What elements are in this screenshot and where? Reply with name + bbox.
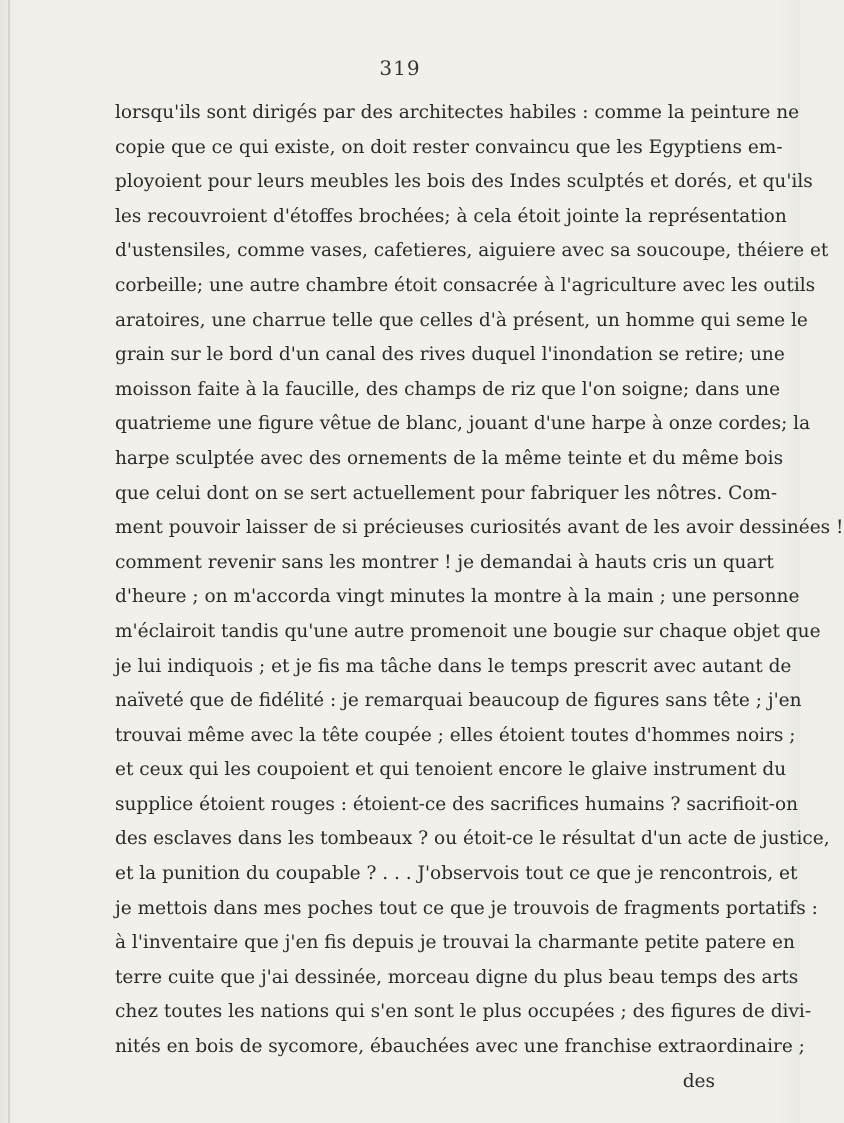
text-line: les recouvroient d'étoffes brochées; à cela étoit jointe la représentation [115,205,787,227]
text-line: moisson faite à la faucille, des champs de riz que l'on soigne; dans une [115,378,781,400]
text-line: je lui indiquois ; et je fis ma tâche dans le temps prescrit avec autant de [115,655,792,677]
text-line: copie que ce qui existe, on doit rester convaincu que les Egyptiens em- [115,136,783,158]
catchword: des [682,1070,715,1092]
text-line: lorsqu'ils sont dirigés par des architectes habiles : comme la peinture ne [115,102,800,123]
text-line: à l'inventaire que j'en fis depuis je trouvai la charmante petite patere en [115,932,795,954]
text-line: quatrieme une figure vêtue de blanc, jouant d'une harpe à onze cordes; la [115,413,811,435]
text-line: je mettois dans mes poches tout ce que je trouvois de fragments portatifs : [115,897,818,919]
text-line: supplice étoient rouges : étoient-ce des sacrifices humains ? sacrifioit-on [115,793,799,815]
text-line: comment revenir sans les montrer ! je demandai à hauts cris un quart [115,551,774,573]
text-line: terre cuite que j'ai dessinée, morceau digne du plus beau temps des arts [115,966,799,988]
text-line: corbeille; une autre chambre étoit consacrée à l'agriculture avec les outils [115,274,816,296]
text-line: nités en bois de sycomore, ébauchées avec une franchise extraordinaire ; [115,1036,805,1058]
text-line: chez toutes les nations qui s'en sont le plus occupées ; des figures de divi- [115,1001,812,1023]
text-line: ployoient pour leurs meubles les bois des Indes sculptés et dorés, et qu'ils [115,171,813,193]
text-line: harpe sculptée avec des ornements de la même teinte et du même bois [115,447,784,469]
text-line: grain sur le bord d'un canal des rives duquel l'inondation se retire; une [115,344,785,366]
text-line: des esclaves dans les tombeaux ? ou étoit-ce le résultat d'un acte de justice, [115,828,830,850]
text-line: m'éclairoit tandis qu'une autre promenoit une bougie sur chaque objet que [115,620,821,642]
text-line: ment pouvoir laisser de si précieuses curiosités avant de les avoir dessinées ! [115,517,844,539]
body-text [115,96,844,1099]
text-line: que celui dont on se sert actuellement pour fabriquer les nôtres. Com- [115,482,778,504]
text-line: naïveté que de fidélité : je remarquai beaucoup de figures sans tête ; j'en [115,690,802,712]
text-line: d'ustensiles, comme vases, cafetieres, aiguiere avec sa soucoupe, théiere et [115,240,829,262]
text-line: aratoires, une charrue telle que celles d'à présent, un homme qui seme le [115,309,808,331]
text-line: trouvai même avec la tête coupée ; elles étoient toutes d'hommes noirs ; [115,724,796,746]
page-number: 319 [379,56,421,80]
page-binding-edge [8,0,10,1123]
text-line: et la punition du coupable ? . . . J'observois tout ce que je rencontrois, et [115,863,798,885]
text-line: d'heure ; on m'accorda vingt minutes la montre à la main ; une personne [115,586,800,608]
text-line: et ceux qui les coupoient et qui tenoient encore le glaive instrument du [115,759,787,781]
